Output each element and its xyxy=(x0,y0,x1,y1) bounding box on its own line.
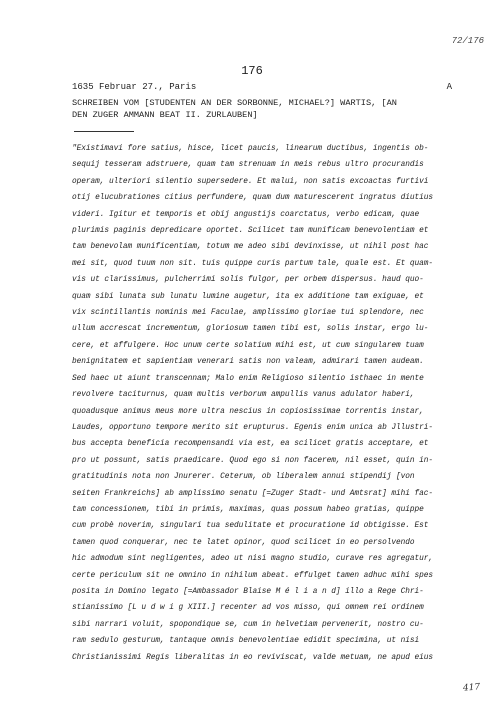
body-line: bus accepta beneficia recompensandi via est, ea scilicet gratis acceptare, et xyxy=(72,440,429,449)
date-line xyxy=(72,82,452,92)
body-line: quoadusque animus meus more ultra nescius in copiosissimae torrentis instar, xyxy=(72,407,424,416)
body-line: ram sedulo gesturum, tantaque omnis benevolentiae edidit specimina, ut nisi xyxy=(72,637,420,646)
body-line: tam concessionem, tibi in primis, maximas, quas possum habeo gratias, quippe xyxy=(72,505,424,514)
body-line: Sed haec ut aiunt transcennam; Malo enim Religioso silentio isthaec in mente xyxy=(72,374,424,383)
body-line: vis ut clarissimus, pulcherrimi solis fulgor, per orbem dispersus. haud quo- xyxy=(72,276,424,285)
body-line: certe periculum sit ne omnino in nihilum abeat. effulget tamen adhuc mihi spes xyxy=(72,571,434,580)
body-line: "Existimavi fore satius, hisce, licet paucis, linearum ductibus, ingentis ob- xyxy=(72,145,429,153)
body-line: seiten Frankreichs] ab amplissimo senatu [=Zuger Stadt- und Amtsrat] mihi fac- xyxy=(72,489,434,498)
page-number: 176 xyxy=(241,64,263,78)
document-title: SCHREIBEN VOM [STUDENTEN AN DER SORBONNE, MICHAEL?] WARTIS, [AN DEN ZUGER AMMANN BEAT II. ZURLAUBEN] xyxy=(72,98,397,120)
body-line: gratitudinis nota non Jnurerer. Ceterum, ob liberalem annui stipendij [von xyxy=(72,473,415,482)
body-line: hic admodum sint negligentes, adeo ut nisi magno studio, curave res agregatur, xyxy=(72,555,434,564)
body-line: cere, et affulgere. Hoc unum certe solatium mihi est, ut cum singularem tuam xyxy=(72,341,424,350)
body-line: cum probè noverim, singulari tua sedulitate et procuratione id obtigisse. Est xyxy=(72,522,429,531)
folio-number: 72/176 xyxy=(451,36,484,46)
handwritten-archive-mark: 417 xyxy=(462,682,481,694)
body-line: operam, ulteriori silentio supersedere. Et malui, non satis excoactas furtivi xyxy=(72,177,429,186)
body-line: Laudes, opportuno tempore merito sit erupturus. Egenis enim unica ab Jllustri- xyxy=(72,423,434,432)
body-line: tam benevolam munificentiam, totum me adeo sibi devinxisse, ut nihil post hac xyxy=(72,243,429,252)
body-line: pro ut possunt, satis praedicare. Quod ego si non facerem, nil esset, quin in- xyxy=(72,456,434,465)
body-line: sequij tesseram adstruere, quam tam strenuam in meis rebus ultro procurandis xyxy=(72,161,424,170)
body-line: otij elucubrationes citius perfundere, quam dum maturescerent ingratus diutius xyxy=(72,194,434,203)
body-line: quam sibi lunata sub lunatu lumine augetur, ita ex additione tam exiguae, et xyxy=(72,292,424,301)
letter-code: A xyxy=(446,82,452,92)
body-line: benignitatem et sapientiam venerari satis non valeam, admirari tamen audeam. xyxy=(72,358,424,367)
letter-body xyxy=(72,141,470,666)
body-line: stianissimo [L u d w i g XIII.] recenter ad vos misso, qui omnem rei ordinem xyxy=(72,604,424,613)
divider-rule xyxy=(74,131,134,132)
body-line: posita in Domino legato [=Ambassador Blaise M é l i a n d] illo a Rege Chri- xyxy=(72,587,424,596)
body-line: Christianissimi Regis liberalitas in eo reviviscat, valde metuam, ne apud eius xyxy=(72,653,434,662)
body-line: revolvere taciturnus, quam multis verborum ampullis vanus adulator haberi, xyxy=(72,391,415,400)
body-line: tamen quod conquerar, nec te latet opinor, quod scilicet in eo persolvendo xyxy=(72,538,415,547)
body-line: ullum accrescat incrementum, gloriosum tamen tibi est, solis instar, ergo lu- xyxy=(72,325,429,334)
body-line: sibi narrari voluit, spopondique se, cum in helvetiam pervenerit, nostro cu- xyxy=(72,620,424,629)
body-line: mei sit, quod tuum non sit. tuis quippe curis partum tale, quale est. Et quam- xyxy=(72,259,434,268)
body-line: videri. Igitur et temporis et obij angustijs coarctatus, verbo edicam, quae xyxy=(72,210,420,219)
body-line: plurimis paginis depredicare oportet. Scilicet tam munificam benevolentiam et xyxy=(72,227,429,236)
body-line: vix scintillantis nominis mei Faculae, amplissimo gloriae tui splendore, nec xyxy=(72,309,424,318)
date-place: 1635 Februar 27., Paris xyxy=(72,82,197,92)
